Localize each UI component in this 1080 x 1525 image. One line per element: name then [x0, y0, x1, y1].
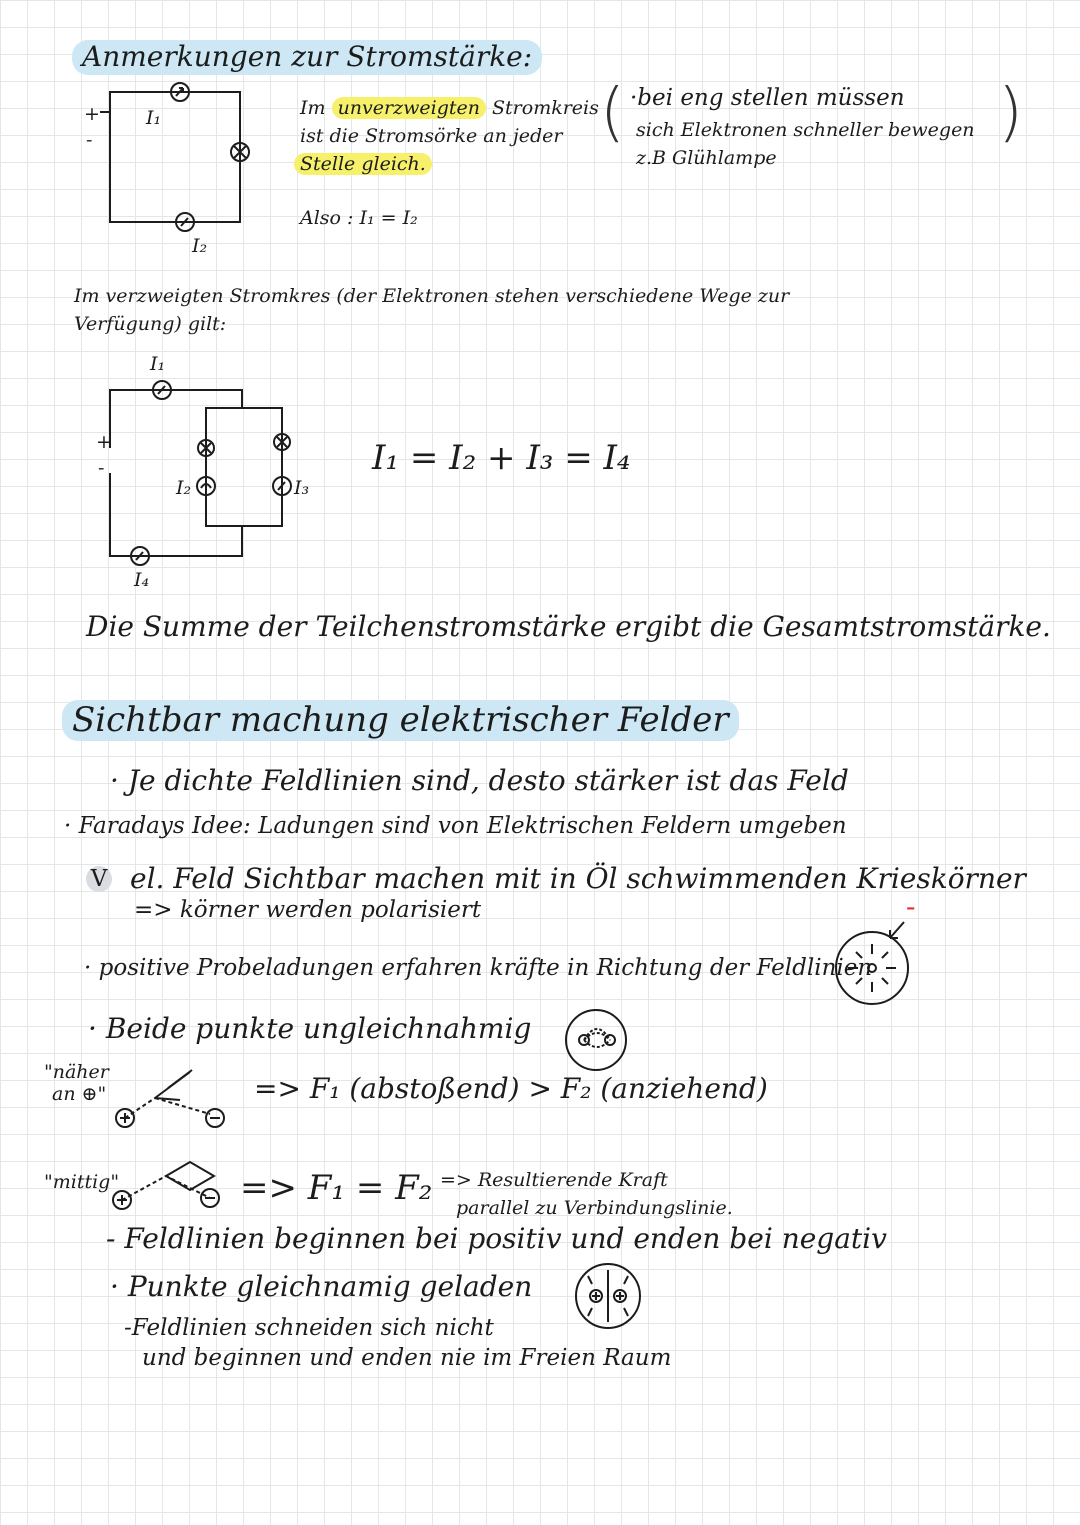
circuit2-label-i2: I₂ — [176, 477, 192, 499]
bullet-field-density: · Je dichte Feldlinien sind, desto stärker ist das Feld — [110, 764, 849, 797]
case1-result: => F₁ (abstoßend) > F₂ (anziehend) — [254, 1072, 768, 1105]
circuit2-plus: + — [96, 431, 112, 453]
case1-force-diagram — [110, 1060, 240, 1130]
experiment-line1: el. Feld Sichtbar machen mit in Öl schwimmenden Krieskörner — [130, 862, 1026, 895]
note-line2: ist die Stromsörke an jeder — [300, 125, 563, 147]
aside-line3: z.B Glühlampe — [636, 147, 777, 169]
aside-line1: ·bei eng stellen müssen — [630, 85, 905, 111]
parallel-circuit-diagram — [90, 368, 320, 568]
circuit1-label-i1: I₁ — [146, 107, 162, 129]
circuit2-label-i3: I₃ — [294, 477, 310, 499]
aside-line2: sich Elektronen schneller bewegen — [636, 119, 975, 141]
circuit1-label-i2: I₂ — [192, 235, 208, 257]
aside-paren-open: ( — [600, 76, 625, 150]
aside-paren-close: ) — [998, 76, 1023, 150]
experiment-line2: => körner werden polarisiert — [134, 897, 482, 923]
case1-label-line2: an ⊕" — [52, 1083, 107, 1105]
section1-title: Anmerkungen zur Stromstärke: — [72, 40, 542, 75]
current-sum-formula: I₁ = I₂ + I₃ = I₄ — [372, 438, 631, 478]
bullet-faraday: · Faradays Idee: Ladungen sind von Elektrischen Feldern umgeben — [64, 813, 847, 839]
case2-label: "mittig" — [44, 1171, 120, 1193]
series-circuit-diagram — [80, 82, 270, 242]
case2-result-line3: parallel zu Verbindungslinie. — [456, 1197, 733, 1219]
sum-statement: Die Summe der Teilchenstromstärke ergibt die Gesamtstromstärke. — [86, 610, 1051, 643]
bullet-same-charges: · Punkte gleichnamig geladen — [110, 1270, 533, 1303]
section2-intro-line2: Verfügung) gilt: — [74, 313, 227, 335]
same-charges-field-diagram — [566, 1262, 650, 1332]
case2-result: => F₁ = F₂ — [240, 1168, 433, 1208]
also-equation: Also : I₁ = I₂ — [300, 207, 418, 229]
experiment-marker: V — [86, 866, 112, 892]
circuit2-label-i1: I₁ — [150, 353, 166, 375]
bullet-field-line-direction: - Feldlinien beginnen bei positiv und enden bei negativ — [106, 1222, 887, 1255]
bullet6-sub1: -Feldlinien schneiden sich nicht — [124, 1315, 494, 1341]
opposite-charges-field-diagram — [562, 1008, 632, 1072]
note-line3: Stelle gleich. — [294, 154, 432, 175]
case1-label-line1: "näher — [44, 1061, 109, 1083]
bullet-opposite-points: · Beide punkte ungleichnahmig — [88, 1012, 532, 1045]
bullet6-sub2: und beginnen und enden nie im Freien Raum — [142, 1345, 672, 1371]
negative-sign: - — [906, 890, 916, 923]
bullet-probe-charges: · positive Probeladungen erfahren kräfte in Richtung der Feldlinien — [84, 955, 873, 981]
circuit2-label-i4: I₄ — [134, 569, 150, 591]
circuit2-minus: - — [98, 457, 105, 479]
section3-title: Sichtbar machung elektrischer Felder — [62, 700, 739, 741]
case2-force-diagram — [110, 1140, 230, 1216]
circuit1-minus: - — [86, 129, 93, 151]
section2-intro-line1: Im verzweigten Stromkres (der Elektronen stehen verschiedene Wege zur — [74, 285, 790, 307]
note-line1: Im unverzweigten Stromkreis — [300, 97, 599, 119]
circuit1-plus: + — [84, 103, 100, 125]
case2-result-line2: => Resultierende Kraft — [440, 1169, 668, 1191]
